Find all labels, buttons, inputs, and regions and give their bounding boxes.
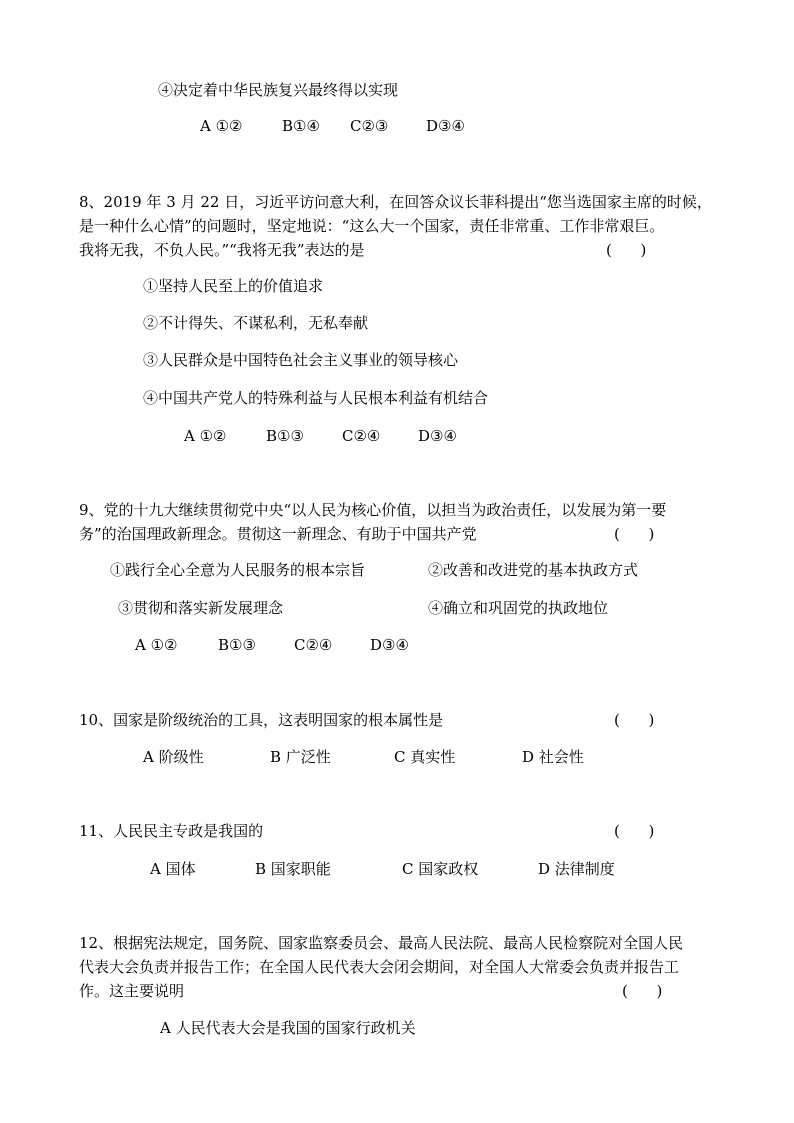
q7-choice-b: B①④ bbox=[282, 117, 320, 135]
q10-choice-b: B 广泛性 bbox=[270, 748, 331, 766]
q9-stem-line-1: 9、党的十九大继续贯彻党中央“以人民为核心价值，以担当为政治责任，以发展为第一要 bbox=[79, 501, 667, 519]
q7-option-4: ④决定着中华民族复兴最终得以实现 bbox=[158, 81, 399, 99]
q8-option-1: ①坚持人民至上的价值追求 bbox=[143, 277, 324, 295]
q8-option-2: ②不计得失、不谋私利，无私奉献 bbox=[143, 314, 369, 332]
q12-answer-bracket: ( ) bbox=[622, 982, 663, 1000]
q12-stem-line-1: 12、根据宪法规定，国务院、国家监察委员会、最高人民法院、最高人民检察院对全国人民 bbox=[79, 934, 684, 952]
q12-option-a: A 人民代表大会是我国的国家行政机关 bbox=[160, 1019, 416, 1037]
q11-choice-a: A 国体 bbox=[150, 860, 196, 878]
q9-answer-bracket: ( ) bbox=[614, 525, 655, 543]
q11-choice-c: C 国家政权 bbox=[402, 860, 479, 878]
q10-stem: 10、国家是阶级统治的工具，这表明国家的根本属性是 bbox=[79, 711, 444, 729]
q9-option-4: ④确立和巩固党的执政地位 bbox=[428, 599, 609, 617]
q12-stem-line-2: 代表大会负责并报告工作；在全国人民代表大会闭会期间，对全国人大常委会负责并报告工 bbox=[79, 958, 680, 976]
q8-choice-d: D③④ bbox=[418, 427, 457, 445]
q11-choice-b: B 国家职能 bbox=[255, 860, 331, 878]
q8-stem-line-2: 是一种什么心情”的问题时，坚定地说：“这么大一个国家，责任非常重、工作非常艰巨。 bbox=[79, 217, 665, 235]
q9-choice-b: B①③ bbox=[218, 636, 256, 654]
q9-stem-line-2: 务”的治国理政新理念。贯彻这一新理念、有助于中国共产党 bbox=[79, 525, 477, 543]
q10-choice-d: D 社会性 bbox=[522, 748, 584, 766]
q12-stem-line-3: 作。这主要说明 bbox=[79, 982, 185, 1000]
q11-choice-d: D 法律制度 bbox=[538, 860, 615, 878]
q9-option-3: ③贯彻和落实新发展理念 bbox=[118, 599, 284, 617]
q10-answer-bracket: ( ) bbox=[614, 711, 655, 729]
q8-choice-c: C②④ bbox=[342, 427, 381, 445]
q7-choice-c: C②③ bbox=[350, 117, 389, 135]
q8-option-3: ③人民群众是中国特色社会主义事业的领导核心 bbox=[143, 351, 459, 369]
q8-stem-line-3: 我将无我，不负人民。”“我将无我”表达的是 bbox=[79, 241, 365, 259]
q7-choice-d: D③④ bbox=[426, 117, 465, 135]
q10-choice-c: C 真实性 bbox=[394, 748, 456, 766]
q9-choice-d: D③④ bbox=[370, 636, 409, 654]
q8-choice-a: A ①② bbox=[184, 427, 227, 445]
q11-stem: 11、人民民主专政是我国的 bbox=[79, 822, 264, 840]
q9-option-2: ②改善和改进党的基本执政方式 bbox=[428, 561, 639, 579]
q9-choice-c: C②④ bbox=[294, 636, 333, 654]
q8-choice-b: B①③ bbox=[266, 427, 304, 445]
q8-answer-bracket: ( ) bbox=[606, 241, 647, 259]
q8-stem-line-1: 8、2019 年 3 月 22 日，习近平访问意大利，在回答众议长菲科提出“您当选国家主席的时候， bbox=[79, 193, 712, 211]
q11-answer-bracket: ( ) bbox=[614, 822, 655, 840]
q10-choice-a: A 阶级性 bbox=[143, 748, 204, 766]
q9-option-1: ①践行全心全意为人民服务的根本宗旨 bbox=[110, 561, 366, 579]
q8-option-4: ④中国共产党人的特殊利益与人民根本利益有机结合 bbox=[143, 389, 489, 407]
q7-choice-a: A ①② bbox=[200, 117, 243, 135]
q9-choice-a: A ①② bbox=[135, 636, 178, 654]
